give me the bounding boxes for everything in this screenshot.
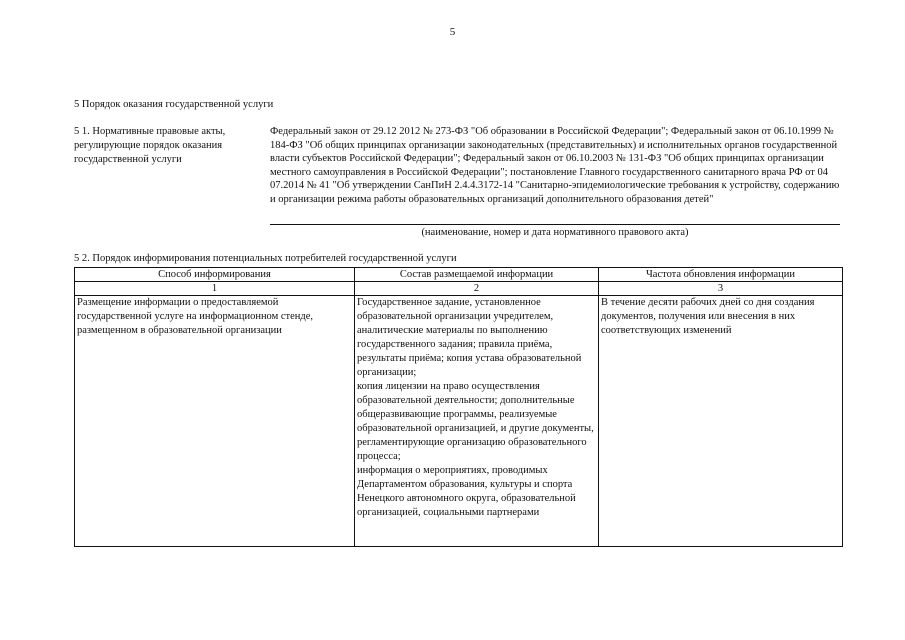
content-line: копия лицензии на право осуществления [357, 381, 540, 392]
content-line: образовательной организации учредителем, [357, 311, 554, 322]
method-line: размещенном в образовательной организации [77, 325, 282, 336]
section-heading: 5 Порядок оказания государственной услуги [74, 99, 274, 110]
cell-content [355, 296, 599, 547]
table-header-row [75, 268, 843, 282]
frequency-line: В течение десяти рабочих дней со дня создания [601, 297, 815, 308]
content-line: регламентирующие организацию образовательного [357, 437, 587, 448]
content-line: образовательной деятельности; дополнительные [357, 395, 575, 406]
informing-table [74, 267, 843, 547]
header-method: Способ информирования [75, 268, 355, 282]
column-number-1: 1 [75, 282, 355, 296]
content-line: Ненецкого автономного округа, образовательной [357, 493, 576, 504]
content-line: Департаментом образования, культуры и спорта [357, 479, 573, 490]
cell-frequency [599, 296, 843, 547]
content-line: Государственное задание, установленное [357, 297, 541, 308]
page-number: 5 [449, 26, 456, 38]
method-line: государственной услуге на информационном стенде, [77, 311, 314, 322]
table-number-row [75, 282, 843, 296]
header-frequency: Частота обновления информации [599, 268, 843, 282]
content-line: организацией, социальными партнерами [357, 507, 540, 518]
content-line: информация о мероприятиях, проводимых [357, 465, 548, 476]
regulations-underline [270, 224, 840, 225]
column-number-2: 2 [355, 282, 599, 296]
cell-method [75, 296, 355, 547]
content-line: общеразвивающие программы, реализуемые [357, 409, 557, 420]
header-content: Состав размещаемой информации [355, 268, 599, 282]
content-line: организации; [357, 367, 417, 378]
table-row [75, 296, 843, 547]
regulations-caption: (наименование, номер и дата нормативного правового акта) [421, 227, 689, 238]
content-line: образовательной организацией, и другие документы, [357, 423, 594, 434]
content-line: результаты приёма; копия устава образовательной [357, 353, 582, 364]
frequency-line: соответствующих изменений [601, 325, 732, 336]
method-line: Размещение информации о предоставляемой [77, 297, 279, 308]
informing-heading: 5 2. Порядок информирования потенциальных потребителей государственной услуги [74, 253, 457, 264]
frequency-line: документов, получения или внесения в них [601, 311, 796, 322]
regulations-label: 5 1. Нормативные правовые акты, регулирующие порядок оказания государственной услуги [74, 126, 226, 165]
content-line: государственного задания; правила приёма, [357, 339, 553, 350]
regulations-text: Федеральный закон от 29.12 2012 № 273-ФЗ "Об образовании в Российской Федерации"; Федеральный закон от 06.10.1999 № 184-ФЗ "Об общих принципах организации законодательных (представительных) и исполнительных органов государственной власти субъектов Российской Федерации"; Федеральный закон от 06.10.2003 № 131-ФЗ "Об общих принципах организации местного самоуправления в Российской Федерации"; постановление Главного государственного санитарного врача РФ от 04 07.2014 № 41 "Об утверждении СанПиН 2.4.4.3172-14 "Санитарно-эпидемиологические требования к устройству, содержанию и организации режима работы образовательных организаций дополнительного образования детей" [270, 126, 840, 205]
content-line: аналитические материалы по выполнению [357, 325, 548, 336]
column-number-3: 3 [599, 282, 843, 296]
content-line: процесса; [357, 451, 401, 462]
